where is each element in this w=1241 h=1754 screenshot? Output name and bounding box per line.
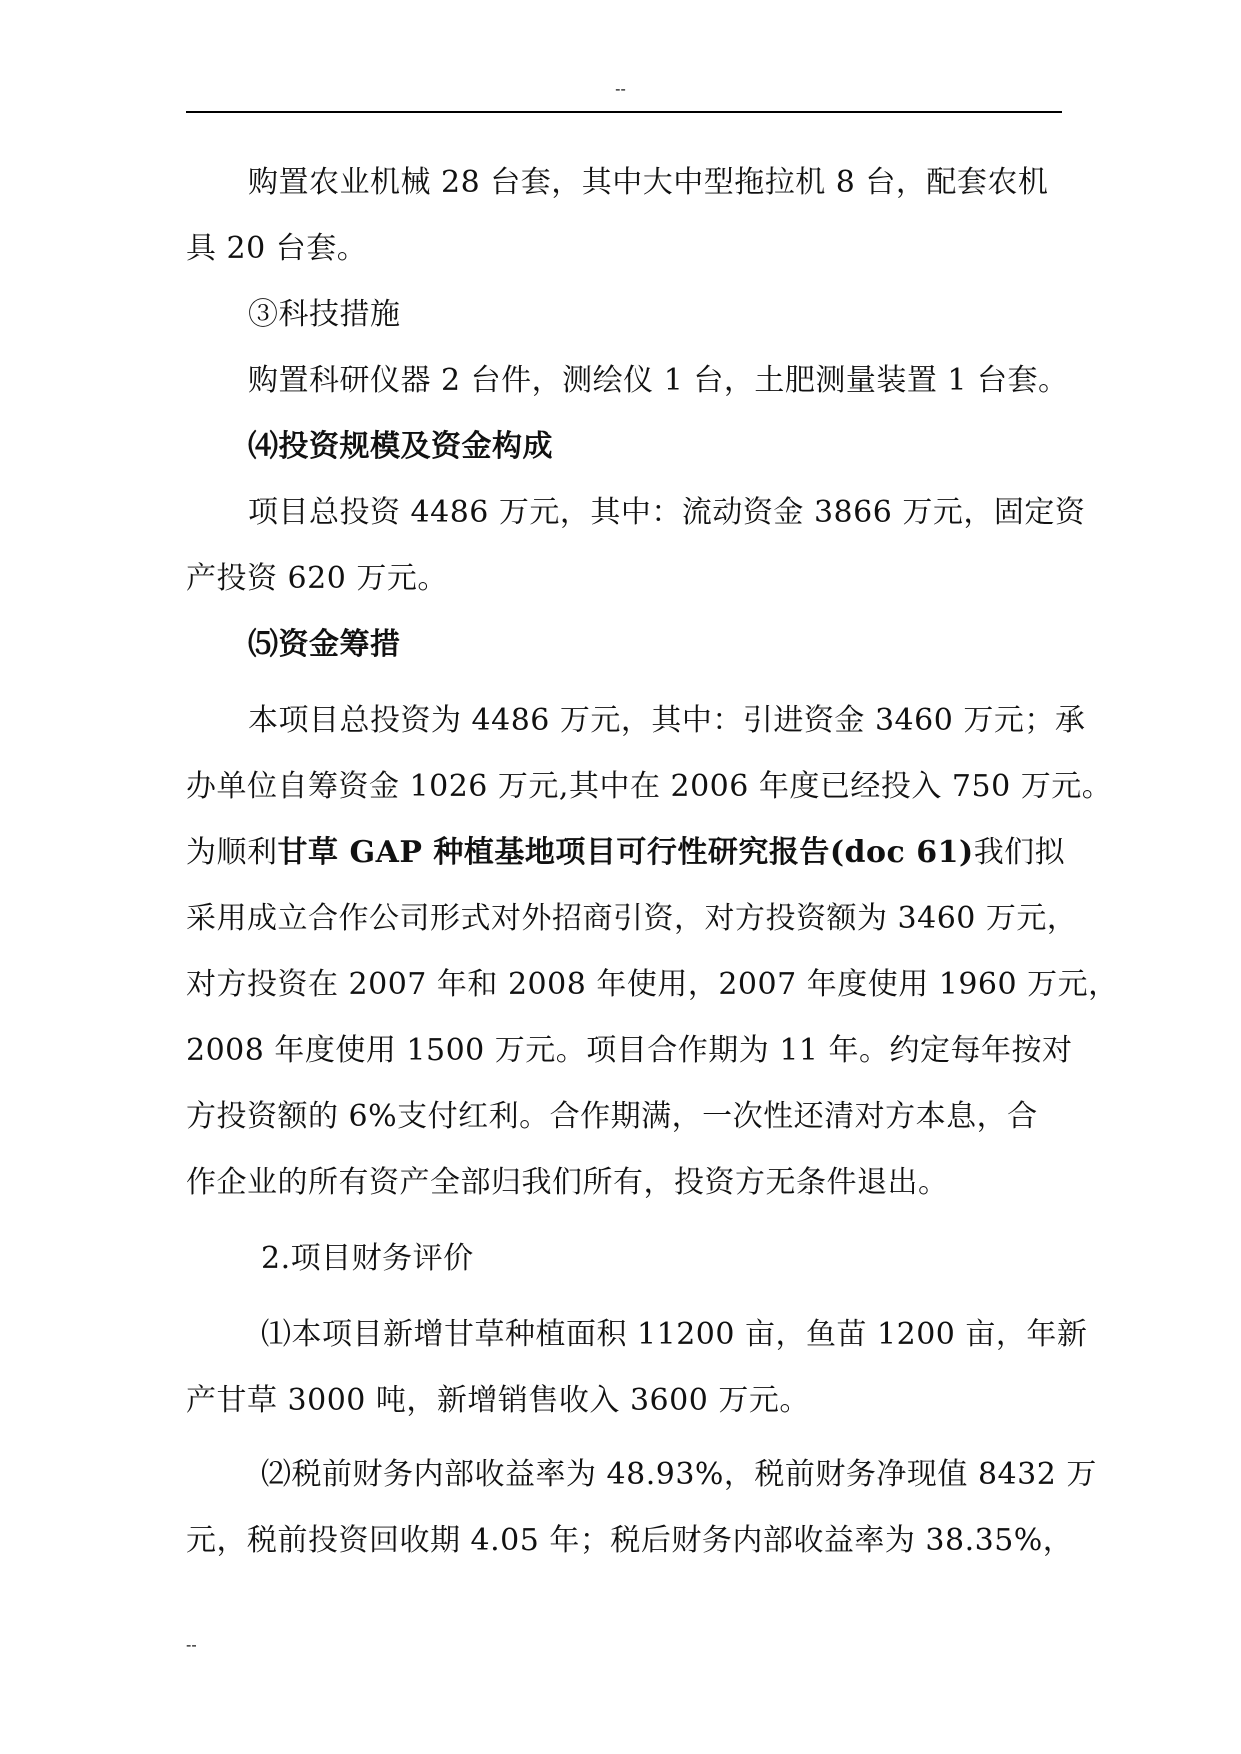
paragraph-line: 对方投资在 2007 年和 2008 年使用，2007 年度使用 1960 万元，: [186, 967, 1119, 1002]
inline-text: 为顺利: [186, 835, 278, 870]
document-title-inline: 甘草 GAP 种植基地项目可行性研究报告(doc 61): [277, 835, 974, 870]
section-heading: ⑸资金筹措: [248, 627, 401, 662]
paragraph-line: 方投资额的 6%支付红利。合作期满，一次性还清对方本息，合: [186, 1099, 1038, 1134]
inline-text: 我们拟: [973, 835, 1066, 870]
page-header-mark: --: [615, 81, 626, 98]
paragraph-line: 产甘草 3000 吨，新增销售收入 3600 万元。: [186, 1383, 810, 1418]
page-footer-mark: --: [186, 1637, 197, 1654]
section-heading: ③科技措施: [248, 297, 401, 332]
header-rule: [186, 111, 1062, 113]
paragraph-line: ⑵税前财务内部收益率为 48.93%，税前财务净现值 8432 万: [261, 1457, 1097, 1492]
paragraph-line: 购置农业机械 28 台套，其中大中型拖拉机 8 台，配套农机: [248, 165, 1049, 200]
paragraph-line: 作企业的所有资产全部归我们所有，投资方无条件退出。: [186, 1165, 949, 1200]
section-heading: ⑷投资规模及资金构成: [248, 429, 553, 464]
paragraph-line: 购置科研仪器 2 台件，测绘仪 1 台，土肥测量装置 1 台套。: [248, 363, 1069, 398]
paragraph-line: 2008 年度使用 1500 万元。项目合作期为 11 年。约定每年按对: [186, 1033, 1073, 1068]
paragraph-line: 办单位自筹资金 1026 万元,其中在 2006 年度已经投入 750 万元。: [186, 769, 1113, 804]
paragraph-line: 元，税前投资回收期 4.05 年；税后财务内部收益率为 38.35%，: [186, 1523, 1074, 1558]
paragraph-line: ⑴本项目新增甘草种植面积 11200 亩，鱼苗 1200 亩，年新: [261, 1317, 1088, 1352]
paragraph-line: 采用成立合作公司形式对外招商引资，对方投资额为 3460 万元，: [186, 901, 1078, 936]
section-heading: 2.项目财务评价: [261, 1241, 474, 1276]
paragraph-line: [186, 820, 1066, 886]
paragraph-line: 产投资 620 万元。: [186, 561, 448, 596]
paragraph-line: 项目总投资 4486 万元，其中：流动资金 3866 万元，固定资: [248, 495, 1086, 530]
paragraph-line: 本项目总投资为 4486 万元，其中：引进资金 3460 万元；承: [248, 703, 1086, 738]
paragraph-line: 具 20 台套。: [186, 231, 368, 266]
document-body: [186, 150, 1119, 1574]
